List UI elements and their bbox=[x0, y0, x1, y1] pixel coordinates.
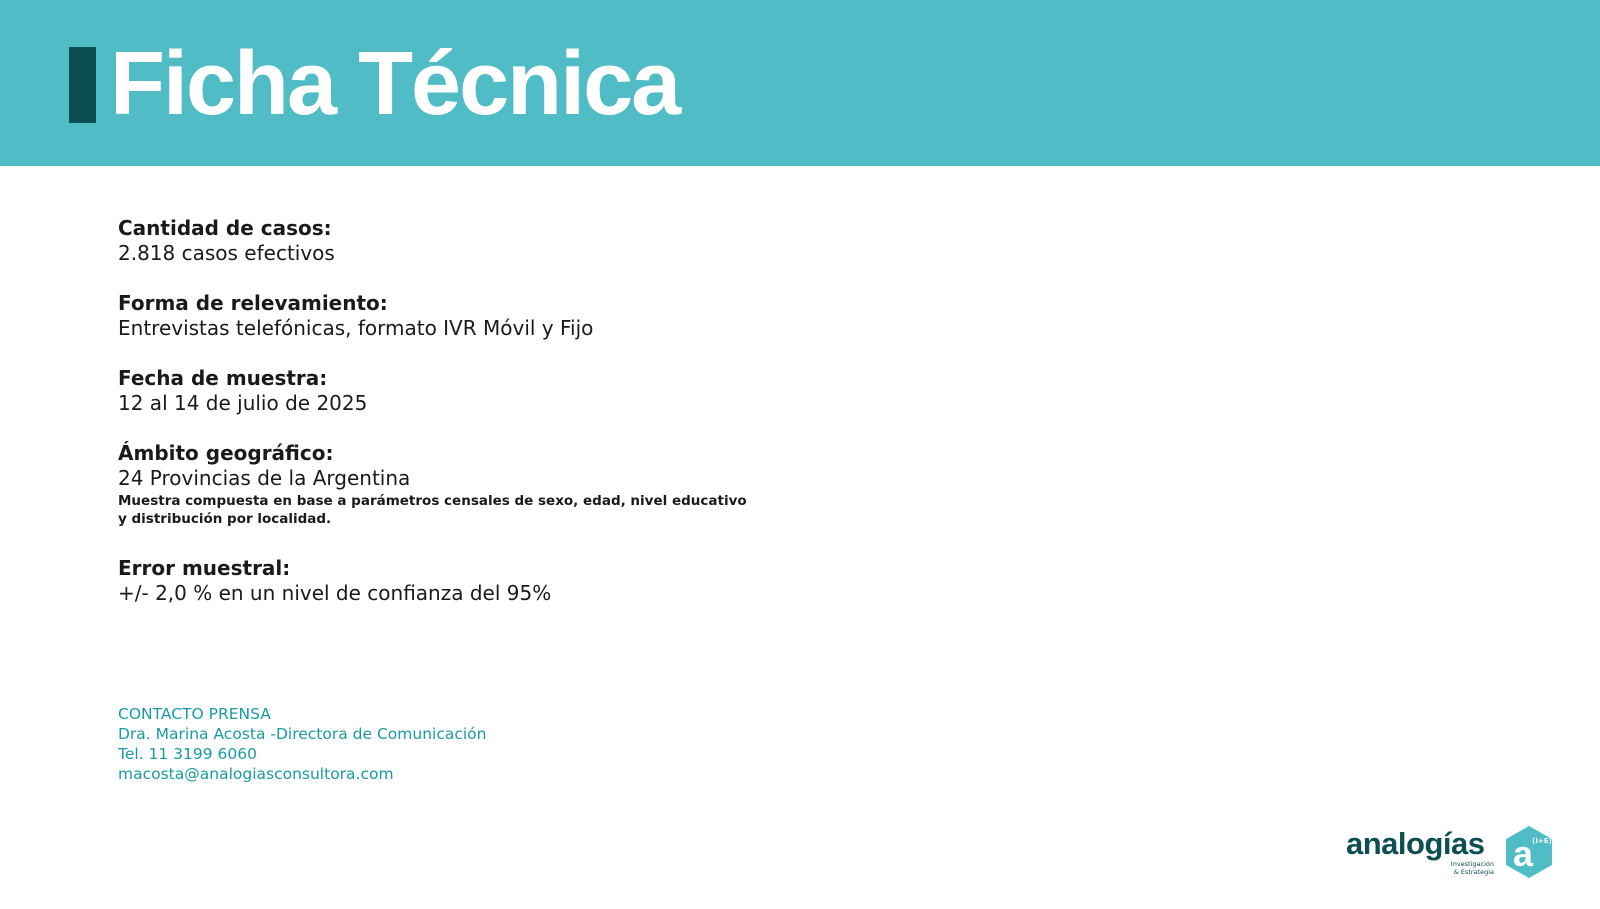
page-title: Ficha Técnica bbox=[110, 34, 680, 134]
logo-tagline-line: & Estrategia bbox=[1453, 868, 1494, 876]
spec-value: Entrevistas telefónicas, formato IVR Móvil y Fijo bbox=[118, 316, 594, 340]
logo-mark-superscript: (I+E) bbox=[1532, 837, 1552, 845]
logo-tagline-line: Investigación bbox=[1450, 860, 1494, 868]
spec-sampling-error bbox=[118, 556, 878, 606]
contact-name: Dra. Marina Acosta -Directora de Comunicación bbox=[118, 725, 487, 743]
spec-label: Fecha de muestra: bbox=[118, 366, 328, 390]
header-banner bbox=[0, 0, 1600, 166]
header-accent-bar bbox=[69, 47, 96, 123]
spec-geographic-scope bbox=[118, 441, 878, 531]
company-logo bbox=[1346, 822, 1558, 882]
logo-tagline bbox=[1451, 860, 1494, 876]
spec-label: Error muestral: bbox=[118, 556, 291, 580]
spec-note bbox=[118, 491, 878, 531]
spec-value: +/- 2,0 % en un nivel de confianza del 95% bbox=[118, 581, 552, 605]
spec-value: 12 al 14 de julio de 2025 bbox=[118, 391, 368, 415]
logo-mark-letter: a bbox=[1512, 833, 1534, 874]
spec-label: Forma de relevamiento: bbox=[118, 291, 388, 315]
spec-value: 24 Provincias de la Argentina bbox=[118, 466, 411, 490]
press-contact bbox=[118, 704, 486, 784]
spec-note-line: Muestra compuesta en base a parámetros censales de sexo, edad, nivel educativo bbox=[118, 493, 747, 509]
spec-survey-method bbox=[118, 291, 878, 341]
spec-note-line: y distribución por localidad. bbox=[118, 511, 332, 527]
spec-cases bbox=[118, 216, 878, 266]
logo-wordmark: analogías bbox=[1346, 826, 1485, 861]
contact-phone: Tel. 11 3199 6060 bbox=[118, 745, 258, 763]
technical-specs bbox=[118, 216, 878, 631]
hexagon-a-logo-icon bbox=[1501, 824, 1557, 880]
contact-heading: CONTACTO PRENSA bbox=[118, 705, 271, 723]
spec-value: 2.818 casos efectivos bbox=[118, 241, 335, 265]
spec-sample-date bbox=[118, 366, 878, 416]
spec-label: Ámbito geográfico: bbox=[118, 441, 334, 465]
contact-email: macosta@analogiasconsultora.com bbox=[118, 765, 394, 783]
spec-label: Cantidad de casos: bbox=[118, 216, 332, 240]
